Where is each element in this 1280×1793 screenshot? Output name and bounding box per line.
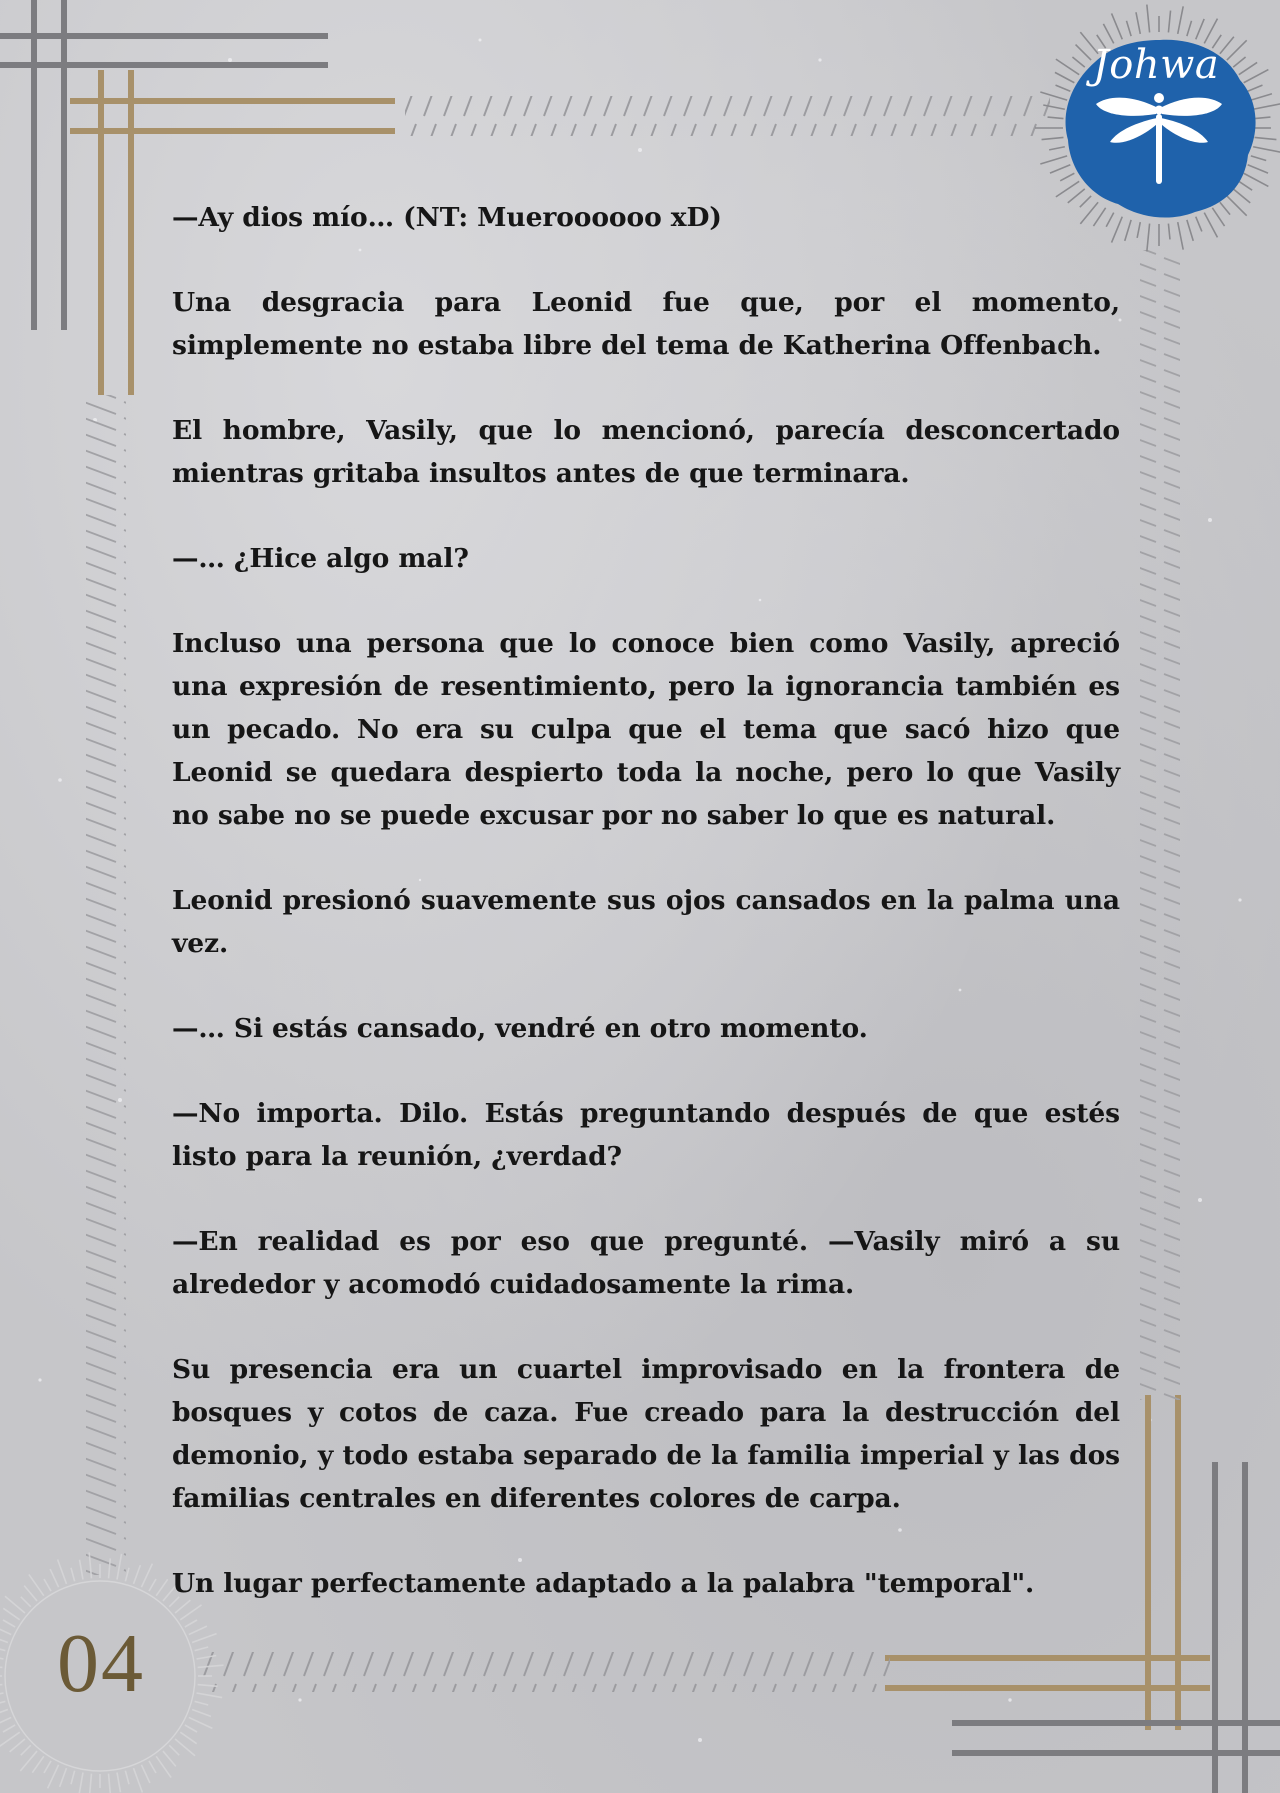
hatch-band-bottom xyxy=(200,1652,890,1692)
paragraph: —… ¿Hice algo mal? xyxy=(172,543,469,574)
paragraph: —… Si estás cansado, vendré en otro momento. xyxy=(172,1013,868,1044)
paragraph: Leonid presionó suavemente sus ojos cansados en la palma una vez. xyxy=(172,885,1120,959)
hatch-band-left xyxy=(86,395,126,1575)
hatch-band-right xyxy=(1140,250,1180,1400)
paragraph: —En realidad es por eso que pregunté. —Vasily miró a su alrededor y acomodó cuidadosamente la rima. xyxy=(172,1226,1120,1300)
brand-name: Johwa xyxy=(1092,42,1220,88)
paragraph: Su presencia era un cuartel improvisado en la frontera de bosques y cotos de caza. Fue creado para la destrucción del demonio, y todo estaba separado de la familia imperial y las dos familias centrales en diferentes colores de carpa. xyxy=(172,1354,1120,1514)
page-number: 04 xyxy=(57,1617,145,1710)
paragraph: Incluso una persona que lo conoce bien como Vasily, apreció una expresión de resentimiento, pero la ignorancia también es un pecado. No era su culpa que el tema que sacó hizo que Leonid se quedara despierto toda la noche, pero lo que Vasily no sabe no se puede excusar por no saber lo que es natural. xyxy=(172,628,1120,831)
paragraph: —Ay dios mío… (NT: Mueroooooo xD) xyxy=(172,202,722,233)
paragraph: —No importa. Dilo. Estás preguntando después de que estés listo para la reunión, ¿verdad? xyxy=(172,1098,1120,1172)
paragraph: Una desgracia para Leonid fue que, por el momento, simplemente no estaba libre del tema de Katherina Offenbach. xyxy=(172,287,1120,361)
hatch-band-top xyxy=(405,96,1050,136)
story-text xyxy=(172,196,1120,1647)
paragraph: El hombre, Vasily, que lo mencionó, parecía desconcertado mientras gritaba insultos antes de que terminara. xyxy=(172,415,1120,489)
paragraph: Un lugar perfectamente adaptado a la palabra "temporal". xyxy=(172,1568,1035,1599)
